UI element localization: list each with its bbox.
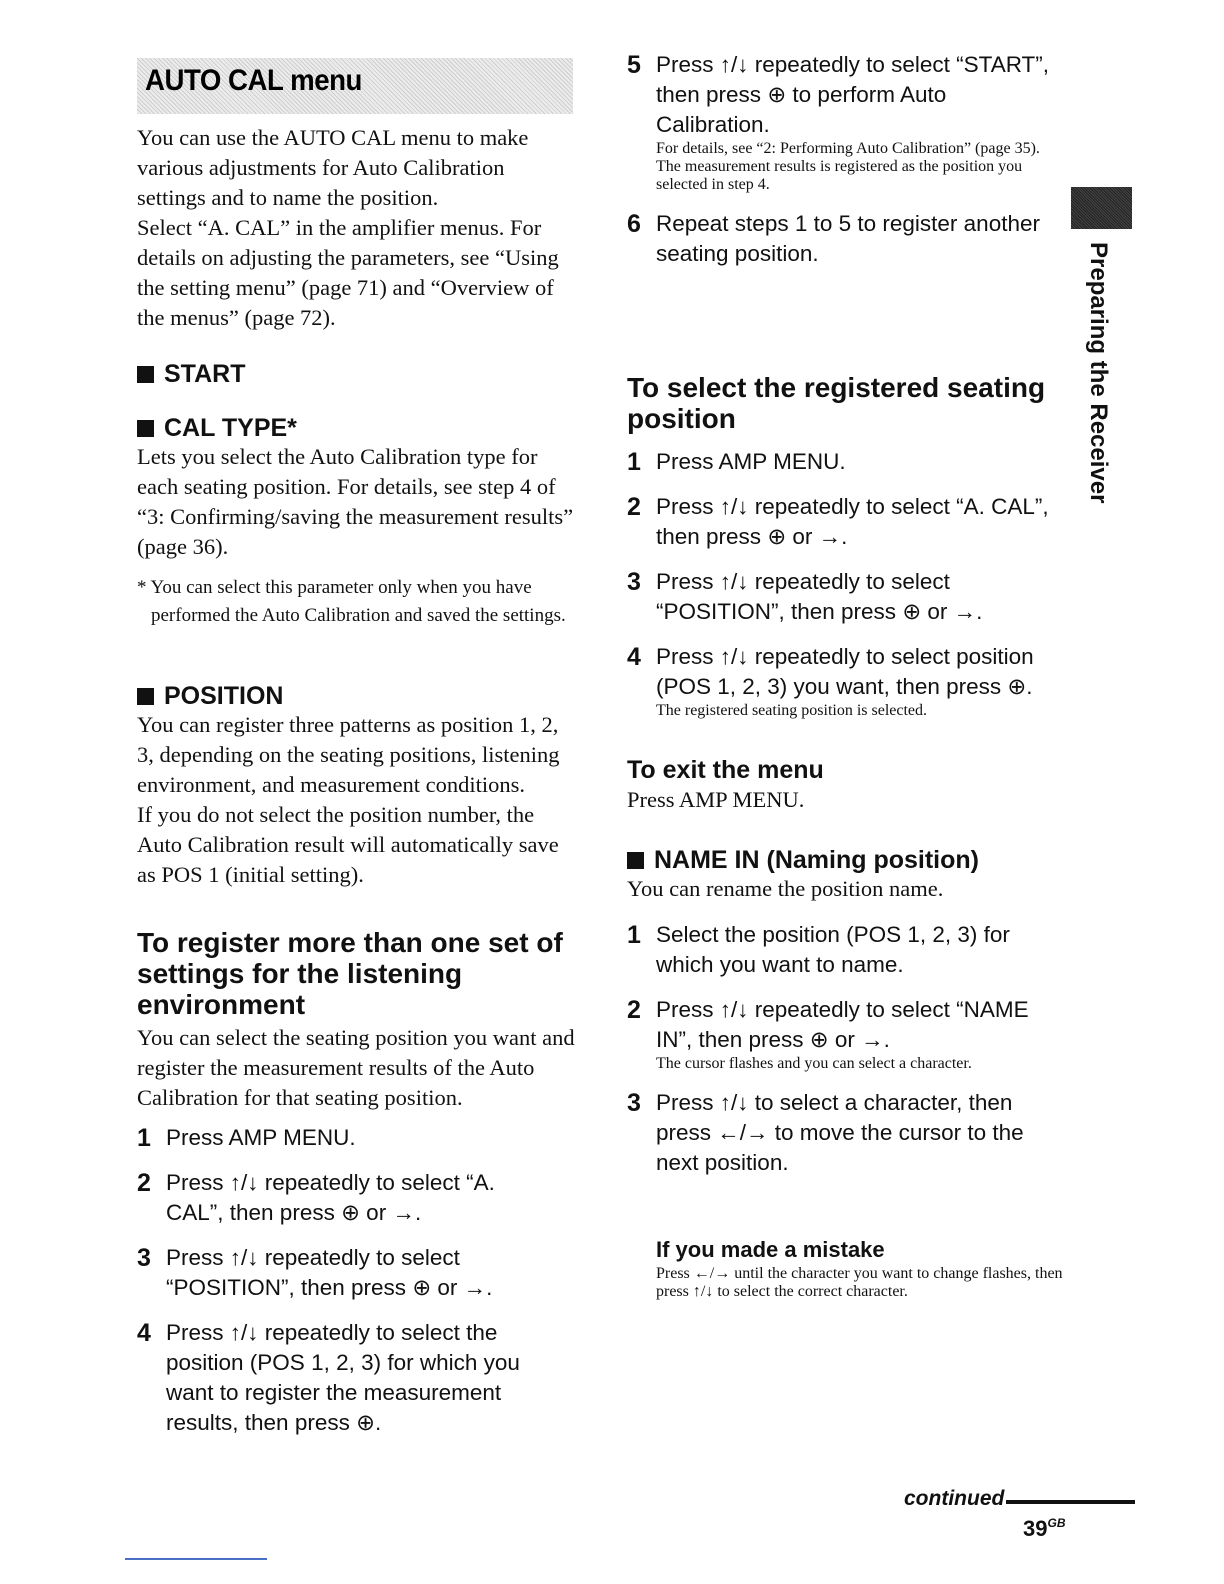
position-body-2: If you do not select the position number, the Auto Calibration result will automatically save as POS 1 (initial setting). <box>137 802 559 887</box>
list-item: 3 Press ↑/↓ repeatedly to select “POSITION”, then press ⊕ or →. <box>137 1244 493 1300</box>
page-number: $39^{GB}$ <box>1023 1516 1066 1541</box>
section-tab-label: Preparing the Receiver <box>1085 242 1112 504</box>
list-item: 5 Press ↑/↓ repeatedly to select “START”, then press ⊕ to perform Auto Calibration. <box>627 51 1050 137</box>
cal-type-section <box>137 414 577 629</box>
name-in-section <box>627 846 1067 904</box>
intro-paragraph-2: Select “A. CAL” in the amplifier menus. For details on adjusting the parameters, see “Using the setting menu” (page 71) and “Overview of the menus” (page 72). <box>137 215 559 330</box>
cal-type-body: Lets you select the Auto Calibration type for each seating position. For details, see step 4 of “3: Confirming/saving the measurement results” (page 36). <box>137 444 574 559</box>
footer-rule <box>125 1558 267 1560</box>
step-note: For details, see “2: Performing Auto Calibration” (page 35). <box>656 140 1040 157</box>
list-item: 6 Repeat steps 1 to 5 to register another seating position. <box>627 210 1040 266</box>
name-in-heading: NAME IN (Naming position) <box>627 846 1067 874</box>
continued-rule <box>1006 1500 1135 1504</box>
cal-type-footnote: * You can select this parameter only when you have performed the Auto Calibration and saved the settings. <box>137 577 566 626</box>
intro-section <box>137 123 577 333</box>
position-heading: POSITION <box>137 682 577 710</box>
select-heading: To select the registered seating position <box>627 372 1046 434</box>
square-bullet-icon <box>137 420 154 437</box>
page-title: AUTO CAL menu <box>145 64 362 97</box>
step-note: The measurement results is registered as the position you selected in step 4. <box>656 158 1023 193</box>
intro-paragraph-1: You can use the AUTO CAL menu to make various adjustments for Auto Calibration settings and to name the position. <box>137 125 529 210</box>
list-item: 2 Press ↑/↓ repeatedly to select “A. CAL”, then press ⊕ or →. <box>137 1169 495 1225</box>
list-item: 3 Press ↑/↓ repeatedly to select “POSITION”, then press ⊕ or →. <box>627 568 983 624</box>
list-item: 1 Select the position (POS 1, 2, 3) for which you want to name. <box>627 921 1010 977</box>
continued-label: continued <box>904 1487 1005 1510</box>
title-banner <box>137 58 573 114</box>
name-in-body: You can rename the position name. <box>627 876 944 901</box>
select-section <box>627 372 1067 434</box>
exit-body: Press AMP MENU. <box>627 787 805 812</box>
list-item: 2 Press ↑/↓ repeatedly to select “NAME IN”, then press ⊕ or →. <box>627 996 1029 1052</box>
register-section <box>137 927 577 1113</box>
list-item: 4 Press ↑/↓ repeatedly to select position (POS 1, 2, 3) you want, then press ⊕. <box>627 643 1034 699</box>
register-steps <box>137 1123 557 1438</box>
mistake-section <box>656 1236 1066 1301</box>
section-tab-marker <box>1071 187 1132 229</box>
name-steps <box>627 920 1062 1178</box>
square-bullet-icon <box>137 688 154 705</box>
step-note: The cursor flashes and you can select a character. <box>656 1055 972 1072</box>
mistake-body: Press ←/→ until the character you want to change flashes, then press ↑/↓ to select the correct character. <box>656 1265 1063 1300</box>
mistake-heading: If you made a mistake <box>656 1237 885 1262</box>
exit-section <box>627 755 1067 815</box>
register-steps-continued <box>627 50 1057 269</box>
position-section <box>137 682 577 890</box>
list-item: 1 Press AMP MENU. <box>627 448 846 476</box>
list-item: 3 Press ↑/↓ to select a character, then press ←/→ to move the cursor to the next position. <box>627 1089 1024 1175</box>
square-bullet-icon <box>137 366 154 383</box>
cal-type-heading: CAL TYPE* <box>137 414 577 442</box>
position-body-1: You can register three patterns as position 1, 2, 3, depending on the seating positions, listening environment, and measurement conditions. <box>137 712 560 797</box>
exit-heading: To exit the menu <box>627 756 824 784</box>
register-body: You can select the seating position you want and register the measurement results of the Auto Calibration for that seating position. <box>137 1025 575 1110</box>
list-item: 2 Press ↑/↓ repeatedly to select “A. CAL”, then press ⊕ or →. <box>627 493 1049 549</box>
start-heading: START <box>137 360 577 388</box>
step-note: The registered seating position is selected. <box>656 702 928 719</box>
register-heading: To register more than one set of settings for the listening environment <box>137 927 563 1020</box>
list-item: 1 Press AMP MENU. <box>137 1124 356 1152</box>
select-steps <box>627 447 1062 720</box>
list-item: 4 Press ↑/↓ repeatedly to select the position (POS 1, 2, 3) for which you want to register the measurement results, then press ⊕. <box>137 1319 520 1435</box>
square-bullet-icon <box>627 852 644 869</box>
